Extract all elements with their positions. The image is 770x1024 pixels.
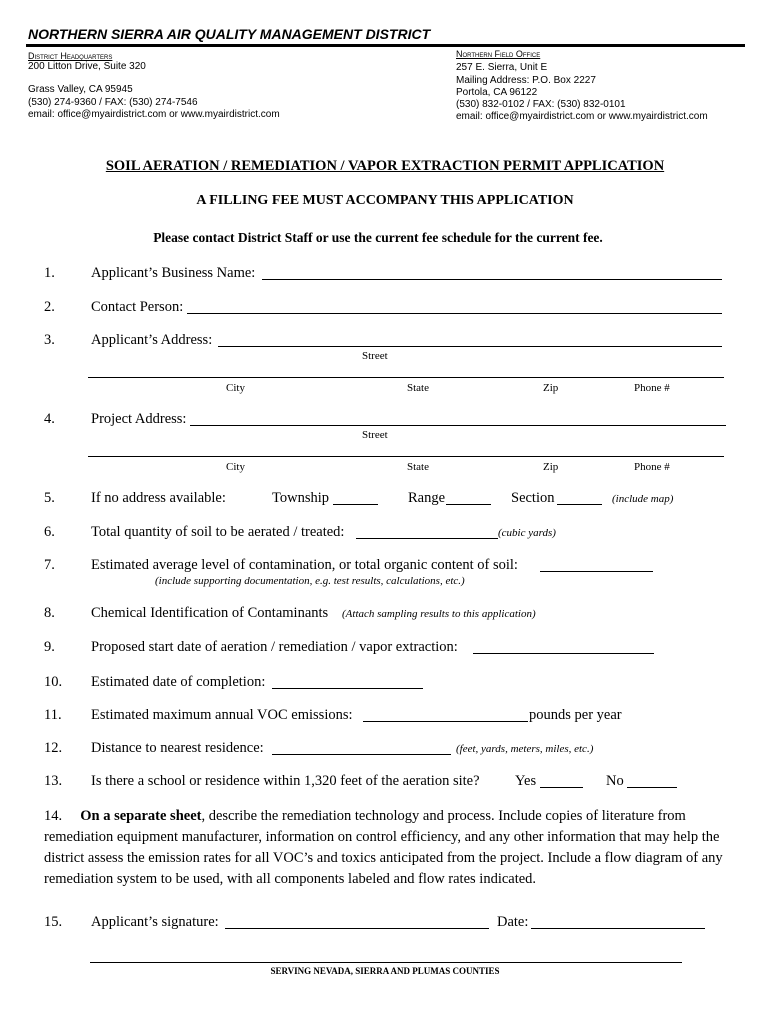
voc-emissions-field[interactable]: [363, 721, 528, 722]
separate-sheet-lead: On a separate sheet: [80, 808, 202, 824]
field-email: email: office@myairdistrict.com or www.myairdistrict.com: [456, 111, 708, 122]
zip-label: Zip: [543, 382, 559, 394]
section-label: Section: [511, 490, 555, 506]
header-rule: [26, 44, 745, 47]
item-label: Estimated maximum annual VOC emissions:: [91, 707, 353, 723]
contact-notice: Please contact District Staff or use the current fee schedule for the current fee.: [153, 230, 603, 245]
yes-label: Yes: [515, 773, 537, 789]
hq-line: (530) 274-9360 / FAX: (530) 274-7546: [28, 97, 198, 108]
item-label: Contact Person:: [91, 299, 184, 315]
date-field[interactable]: [531, 928, 705, 929]
date-label: Date:: [497, 914, 529, 930]
item-number: 15.: [44, 914, 63, 930]
item-number: 10.: [44, 674, 63, 690]
item-label: Estimated average level of contamination, or total organic content of soil:: [91, 557, 518, 573]
hq-email: email: office@myairdistrict.com or www.myairdistrict.com: [28, 109, 280, 120]
hq-title: District Headquarters: [28, 51, 113, 61]
no-field[interactable]: [627, 787, 677, 788]
item-separate-sheet: [44, 806, 744, 890]
item-number: 4.: [44, 411, 55, 427]
contamination-level-field[interactable]: [540, 571, 653, 572]
separate-sheet-text: , describe the remediation technology and process. Include copies of literature from remediation equipment manufacturer, information on control efficiency, and any other information that may help the district assess the emission rates for all VOC’s and toxics anticipated from the project. Include a flow diagram of any remediation system to be used, with all components labeled and flow rates indicated.: [44, 808, 723, 887]
item-label: Applicant’s Business Name:: [91, 265, 256, 281]
distance-field[interactable]: [272, 754, 451, 755]
city-label: City: [226, 382, 245, 394]
completion-date-field[interactable]: [272, 688, 423, 689]
item-number: 5.: [44, 490, 55, 506]
field-line: Mailing Address: P.O. Box 2227: [456, 75, 596, 86]
item-number: 1.: [44, 265, 55, 281]
street-label: Street: [362, 350, 388, 362]
supporting-docs-note: (include supporting documentation, e.g. test results, calculations, etc.): [155, 575, 465, 587]
item-number: 3.: [44, 332, 55, 348]
fee-notice: A FILLING FEE MUST ACCOMPANY THIS APPLICATION: [196, 193, 574, 208]
attach-results-note: (Attach sampling results to this application): [342, 608, 536, 620]
field-line: 257 E. Sierra, Unit E: [456, 62, 548, 73]
applicant-city-line-field[interactable]: [88, 377, 724, 378]
include-map-note: (include map): [612, 493, 674, 505]
item-number: 12.: [44, 740, 63, 756]
item-label: If no address available:: [91, 490, 226, 506]
hq-line: 200 Litton Drive, Suite 320: [28, 61, 146, 72]
cubic-yards-note: (cubic yards): [498, 527, 556, 539]
item-label: Project Address:: [91, 411, 187, 427]
start-date-field[interactable]: [473, 653, 654, 654]
pounds-per-year-label: pounds per year: [529, 707, 622, 723]
zip-label: Zip: [543, 461, 559, 473]
soil-quantity-field[interactable]: [356, 538, 498, 539]
item-label: Total quantity of soil to be aerated / treated:: [91, 524, 345, 540]
field-title: Northern Field Office: [456, 49, 541, 59]
item-label: Applicant’s signature:: [91, 914, 219, 930]
township-label: Township: [272, 490, 329, 506]
item-label: Is there a school or residence within 1,320 feet of the aeration site?: [91, 773, 480, 789]
form-title: SOIL AERATION / REMEDIATION / VAPOR EXTRACTION PERMIT APPLICATION: [105, 158, 665, 174]
item-number: 14.: [44, 808, 63, 824]
phone-label: Phone #: [634, 461, 670, 473]
signature-field[interactable]: [225, 928, 489, 929]
contact-person-field[interactable]: [187, 313, 722, 314]
footer-text: SERVING NEVADA, SIERRA AND PLUMAS COUNTIES: [270, 966, 500, 976]
item-label: Estimated date of completion:: [91, 674, 266, 690]
item-label: Proposed start date of aeration / remediation / vapor extraction:: [91, 639, 458, 655]
project-city-line-field[interactable]: [88, 456, 724, 457]
item-number: 2.: [44, 299, 55, 315]
field-line: Portola, CA 96122: [456, 87, 538, 98]
city-label: City: [226, 461, 245, 473]
township-field[interactable]: [333, 504, 378, 505]
yes-field[interactable]: [540, 787, 583, 788]
item-number: 8.: [44, 605, 55, 621]
field-line: (530) 832-0102 / FAX: (530) 832-0101: [456, 99, 626, 110]
state-label: State: [407, 382, 429, 394]
applicant-street-field[interactable]: [218, 346, 722, 347]
project-street-field[interactable]: [190, 425, 726, 426]
business-name-field[interactable]: [262, 279, 722, 280]
section-field[interactable]: [557, 504, 602, 505]
phone-label: Phone #: [634, 382, 670, 394]
street-label: Street: [362, 429, 388, 441]
no-label: No: [606, 773, 624, 789]
distance-units-note: (feet, yards, meters, miles, etc.): [456, 743, 594, 755]
state-label: State: [407, 461, 429, 473]
footer-rule: [90, 962, 682, 963]
item-number: 7.: [44, 557, 55, 573]
item-number: 13.: [44, 773, 63, 789]
item-number: 11.: [44, 707, 62, 723]
item-label: Distance to nearest residence:: [91, 740, 264, 756]
item-number: 9.: [44, 639, 55, 655]
item-label: Chemical Identification of Contaminants: [91, 605, 329, 621]
hq-line: Grass Valley, CA 95945: [28, 84, 133, 95]
item-label: Applicant’s Address:: [91, 332, 213, 348]
range-field[interactable]: [446, 504, 491, 505]
org-name: NORTHERN SIERRA AIR QUALITY MANAGEMENT DISTRICT: [28, 26, 431, 42]
range-label: Range: [408, 490, 446, 506]
item-number: 6.: [44, 524, 55, 540]
